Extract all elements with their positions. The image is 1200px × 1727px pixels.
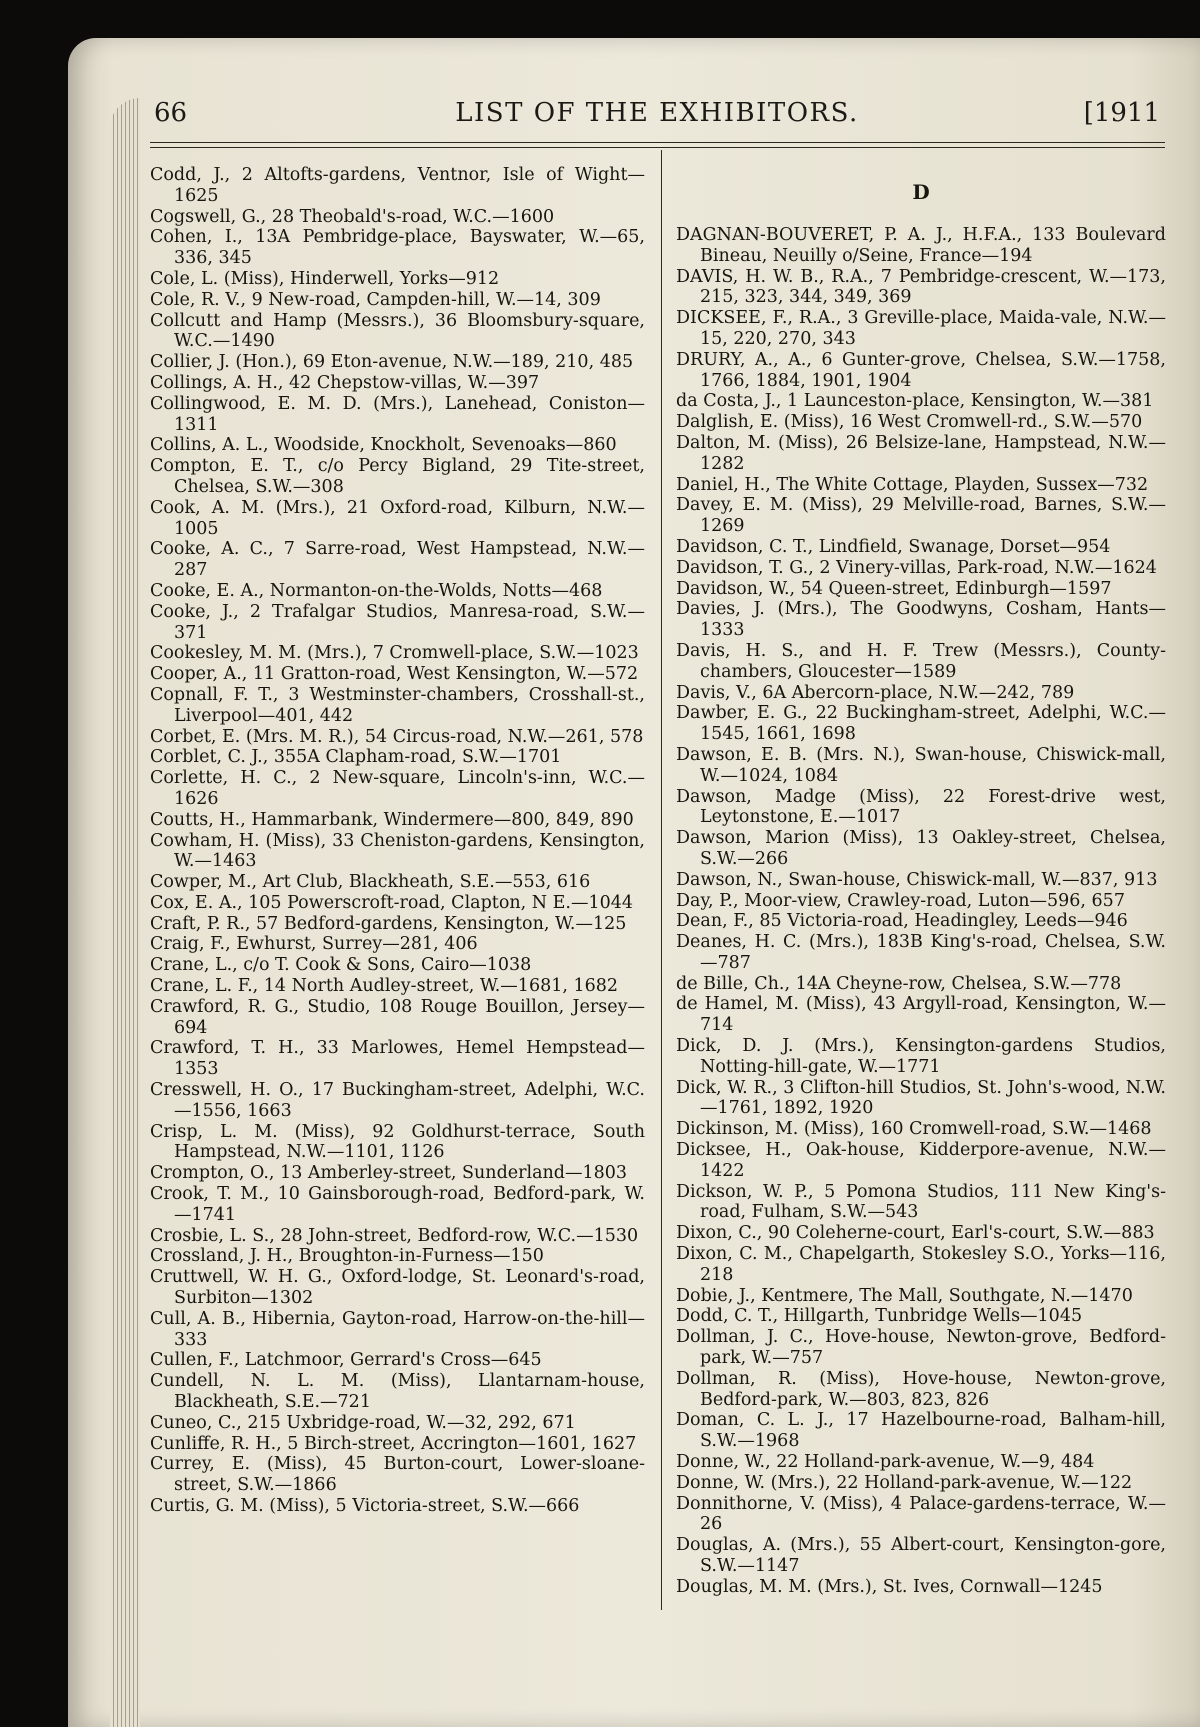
exhibitor-entry: Dawson, N., Swan-house, Chiswick-mall, W.—837, 913 — [676, 869, 1158, 890]
exhibitor-entry: Collingwood, E. M. D. (Mrs.), Lanehead, Coniston—1311 — [150, 393, 645, 435]
exhibitor-entry: de Bille, Ch., 14A Cheyne-row, Chelsea, S.W.—778 — [676, 973, 1122, 994]
exhibitor-entry: Curtis, G. M. (Miss), 5 Victoria-street, S.W.—666 — [150, 1496, 580, 1516]
column-divider — [661, 150, 662, 1610]
exhibitor-entry: Davis, V., 6A Abercorn-place, N.W.—242, 789 — [676, 682, 1075, 703]
exhibitor-entry: Doman, C. L. J., 17 Hazelbourne-road, Balham-hill, S.W.—1968 — [676, 1410, 1166, 1452]
page-edges — [110, 98, 140, 1727]
exhibitor-entry: Dawson, E. B. (Mrs. N.), Swan-house, Chiswick-mall, W.—1024, 1084 — [676, 744, 1166, 786]
exhibitor-entry: Crompton, O., 13 Amberley-street, Sunderland—1803 — [150, 1163, 628, 1184]
exhibitor-entry: Corbet, E. (Mrs. M. R.), 54 Circus-road, N.W.—261, 578 — [150, 726, 644, 747]
exhibitor-entry: Donne, W. (Mrs.), 22 Holland-park-avenue, W.—122 — [676, 1472, 1133, 1493]
exhibitor-entry: Davey, E. M. (Miss), 29 Melville-road, Barnes, S.W.—1269 — [676, 495, 1166, 537]
right-column — [676, 225, 1166, 1598]
exhibitor-entry: Cruttwell, W. H. G., Oxford-lodge, St. Leonard's-road, Surbiton—1302 — [150, 1267, 645, 1309]
exhibitor-entry: Cole, R. V., 9 New-road, Campden-hill, W.—14, 309 — [150, 289, 601, 310]
exhibitor-entry: Dixon, C. M., Chapelgarth, Stokesley S.O., Yorks—116, 218 — [676, 1244, 1166, 1285]
exhibitor-entry: DAGNAN-BOUVERET, P. A. J., H.F.A., 133 Boulevard Bineau, Neuilly o/Seine, France—194 — [676, 225, 1166, 266]
exhibitor-entry: Dick, D. J. (Mrs.), Kensington-gardens Studios, Notting-hill-gate, W.—1771 — [676, 1036, 1166, 1077]
exhibitor-entry: Dickinson, M. (Miss), 160 Cromwell-road, S.W.—1468 — [676, 1119, 1152, 1140]
exhibitor-entry: Crawford, R. G., Studio, 108 Rouge Bouillon, Jersey—694 — [150, 996, 645, 1038]
exhibitor-entry: Deanes, H. C. (Mrs.), 183B King's-road, Chelsea, S.W.—787 — [676, 932, 1166, 973]
exhibitor-entry: Day, P., Moor-view, Crawley-road, Luton—596, 657 — [676, 890, 1125, 911]
exhibitor-entry: Crossland, J. H., Broughton-in-Furness—150 — [150, 1246, 544, 1267]
exhibitor-entry: Davidson, T. G., 2 Vinery-villas, Park-road, N.W.—1624 — [676, 557, 1157, 578]
exhibitor-entry: Cuneo, C., 215 Uxbridge-road, W.—32, 292, 671 — [150, 1412, 576, 1433]
exhibitor-entry: Cook, A. M. (Mrs.), 21 Oxford-road, Kilburn, N.W.—1005 — [150, 497, 645, 539]
exhibitor-entry: Cundell, N. L. M. (Miss), Llantarnam-house, Blackheath, S.E.—721 — [150, 1371, 645, 1413]
exhibitor-entry: Dalglish, E. (Miss), 16 West Cromwell-rd., S.W.—570 — [676, 412, 1143, 433]
exhibitor-entry: Cookesley, M. M. (Mrs.), 7 Cromwell-place, S.W.—1023 — [150, 643, 639, 664]
header-rule — [150, 142, 1165, 148]
section-letter: D — [912, 180, 930, 204]
exhibitor-entry: Cole, L. (Miss), Hinderwell, Yorks—912 — [150, 268, 500, 289]
exhibitor-entry: Cogswell, G., 28 Theobald's-road, W.C.—1600 — [150, 206, 555, 227]
exhibitor-entry: Davidson, W., 54 Queen-street, Edinburgh—1597 — [676, 578, 1112, 599]
exhibitor-entry: Crawford, T. H., 33 Marlowes, Hemel Hempstead—1353 — [150, 1038, 645, 1080]
exhibitor-entry: Cowper, M., Art Club, Blackheath, S.E.—553, 616 — [150, 872, 591, 893]
exhibitor-entry: Crane, L. F., 14 North Audley-street, W.—1681, 1682 — [150, 976, 619, 997]
exhibitor-entry: Collings, A. H., 42 Chepstow-villas, W.—397 — [150, 372, 540, 393]
exhibitor-entry: Dalton, M. (Miss), 26 Belsize-lane, Hampstead, N.W.—1282 — [676, 432, 1166, 474]
exhibitor-entry: Dollman, J. C., Hove-house, Newton-grove, Bedford-park, W.—757 — [676, 1327, 1166, 1369]
exhibitor-entry: Cullen, F., Latchmoor, Gerrard's Cross—645 — [150, 1350, 542, 1371]
exhibitor-entry: Cooke, A. C., 7 Sarre-road, West Hampstead, N.W.—287 — [150, 539, 645, 581]
running-title: LIST OF THE EXHIBITORS. — [455, 98, 859, 128]
exhibitor-entry: Douglas, A. (Mrs.), 55 Albert-court, Kensington-gore, S.W.—1147 — [676, 1535, 1166, 1576]
exhibitor-entry: Corlette, H. C., 2 New-square, Lincoln's-inn, W.C.—1626 — [150, 768, 645, 809]
exhibitor-entry: Crisp, L. M. (Miss), 92 Goldhurst-terrace, South Hampstead, N.W.—1101, 1126 — [150, 1121, 645, 1163]
exhibitor-entry: Compton, E. T., c/o Percy Bigland, 29 Tite-street, Chelsea, S.W.—308 — [150, 456, 645, 497]
exhibitor-entry: Cresswell, H. O., 17 Buckingham-street, Adelphi, W.C.—1556, 1663 — [150, 1080, 645, 1121]
exhibitor-entry: Dodd, C. T., Hillgarth, Tunbridge Wells—1045 — [676, 1306, 1083, 1327]
exhibitor-entry: Davidson, C. T., Lindfield, Swanage, Dorset—954 — [676, 536, 1111, 557]
exhibitor-entry: da Costa, J., 1 Launceston-place, Kensington, W.—381 — [676, 391, 1154, 412]
exhibitor-entry: Dawson, Madge (Miss), 22 Forest-drive west, Leytonstone, E.—1017 — [676, 786, 1166, 828]
exhibitor-entry: Davis, H. S., and H. F. Trew (Messrs.), County-chambers, Gloucester—1589 — [676, 640, 1166, 682]
exhibitor-entry: Cohen, I., 13A Pembridge-place, Bayswater, W.—65, 336, 345 — [150, 227, 645, 269]
exhibitor-entry: Davies, J. (Mrs.), The Goodwyns, Cosham, Hants—1333 — [676, 599, 1166, 641]
exhibitor-entry: Dobie, J., Kentmere, The Mall, Southgate, N.—1470 — [676, 1285, 1133, 1306]
exhibitor-entry: Collins, A. L., Woodside, Knockholt, Sevenoaks—860 — [150, 435, 617, 456]
exhibitor-entry: DRURY, A., A., 6 Gunter-grove, Chelsea, S.W.—1758, 1766, 1884, 1901, 1904 — [676, 349, 1166, 391]
exhibitor-entry: Corblet, C. J., 355A Clapham-road, S.W.—1701 — [150, 747, 562, 768]
exhibitor-entry: Dawson, Marion (Miss), 13 Oakley-street, Chelsea, S.W.—266 — [676, 828, 1166, 869]
exhibitor-entry: Crook, T. M., 10 Gainsborough-road, Bedford-park, W.—1741 — [150, 1184, 645, 1225]
left-column — [150, 165, 645, 1517]
exhibitor-entry: Cooper, A., 11 Gratton-road, West Kensington, W.—572 — [150, 664, 639, 685]
page-header — [154, 98, 1160, 138]
exhibitor-entry: Cooke, J., 2 Trafalgar Studios, Manresa-road, S.W.—371 — [150, 601, 645, 643]
exhibitor-entry: Cull, A. B., Hibernia, Gayton-road, Harrow-on-the-hill—333 — [150, 1308, 645, 1350]
exhibitor-entry: Dick, W. R., 3 Clifton-hill Studios, St. John's-wood, N.W.—1761, 1892, 1920 — [676, 1077, 1166, 1119]
exhibitor-entry: Codd, J., 2 Altofts-gardens, Ventnor, Isle of Wight—1625 — [150, 165, 645, 206]
exhibitor-entry: Cunliffe, R. H., 5 Birch-street, Accrington—1601, 1627 — [150, 1433, 637, 1454]
exhibitor-entry: Collier, J. (Hon.), 69 Eton-avenue, N.W.—189, 210, 485 — [150, 352, 634, 373]
exhibitor-entry: Dixon, C., 90 Coleherne-court, Earl's-court, S.W.—883 — [676, 1223, 1155, 1244]
exhibitor-entry: Craft, P. R., 57 Bedford-gardens, Kensington, W.—125 — [150, 913, 627, 934]
exhibitor-entry: Douglas, M. M. (Mrs.), St. Ives, Cornwall—1245 — [676, 1576, 1103, 1597]
exhibitor-entry: Cowham, H. (Miss), 33 Cheniston-gardens, Kensington, W.—1463 — [150, 830, 645, 872]
exhibitor-entry: Dicksee, H., Oak-house, Kidderpore-avenue, N.W.—1422 — [676, 1140, 1166, 1181]
year-label: [1911 — [1083, 98, 1160, 128]
exhibitor-entry: Dickson, W. P., 5 Pomona Studios, 111 New King's-road, Fulham, S.W.—543 — [676, 1181, 1166, 1223]
exhibitor-entry: Crane, L., c/o T. Cook & Sons, Cairo—1038 — [150, 955, 532, 976]
page-number: 66 — [154, 98, 188, 128]
exhibitor-entry: Cox, E. A., 105 Powerscroft-road, Clapton, N E.—1044 — [150, 892, 634, 913]
exhibitor-entry: Donnithorne, V. (Miss), 4 Palace-gardens-terrace, W.—26 — [676, 1493, 1166, 1535]
exhibitor-entry: Crosbie, L. S., 28 John-street, Bedford-row, W.C.—1530 — [150, 1225, 639, 1246]
exhibitor-entry: Donne, W., 22 Holland-park-avenue, W.—9, 484 — [676, 1452, 1095, 1473]
exhibitor-entry: Collcutt and Hamp (Messrs.), 36 Bloomsbury-square, W.C.—1490 — [150, 310, 645, 352]
exhibitor-entry: Cooke, E. A., Normanton-on-the-Wolds, Notts—468 — [150, 580, 603, 601]
exhibitor-entry: Dollman, R. (Miss), Hove-house, Newton-grove, Bedford-park, W.—803, 823, 826 — [676, 1368, 1166, 1410]
exhibitor-entry: DICKSEE, F., R.A., 3 Greville-place, Maida-vale, N.W.—15, 220, 270, 343 — [676, 308, 1166, 349]
exhibitor-entry: Dawber, E. G., 22 Buckingham-street, Adelphi, W.C.—1545, 1661, 1698 — [676, 703, 1166, 745]
exhibitor-entry: Currey, E. (Miss), 45 Burton-court, Lower-sloane-street, S.W.—1866 — [150, 1454, 645, 1496]
exhibitor-entry: Coutts, H., Hammarbank, Windermere—800, 849, 890 — [150, 809, 634, 830]
exhibitor-entry: Copnall, F. T., 3 Westminster-chambers, Crosshall-st., Liverpool—401, 442 — [150, 684, 645, 726]
exhibitor-entry: DAVIS, H. W. B., R.A., 7 Pembridge-crescent, W.—173, 215, 323, 344, 349, 369 — [676, 266, 1166, 308]
exhibitor-entry: Daniel, H., The White Cottage, Playden, Sussex—732 — [676, 474, 1149, 495]
exhibitor-entry: Dean, F., 85 Victoria-road, Headingley, Leeds—946 — [676, 911, 1128, 932]
exhibitor-entry: Craig, F., Ewhurst, Surrey—281, 406 — [150, 934, 478, 955]
exhibitor-entry: de Hamel, M. (Miss), 43 Argyll-road, Kensington, W.—714 — [676, 994, 1166, 1036]
